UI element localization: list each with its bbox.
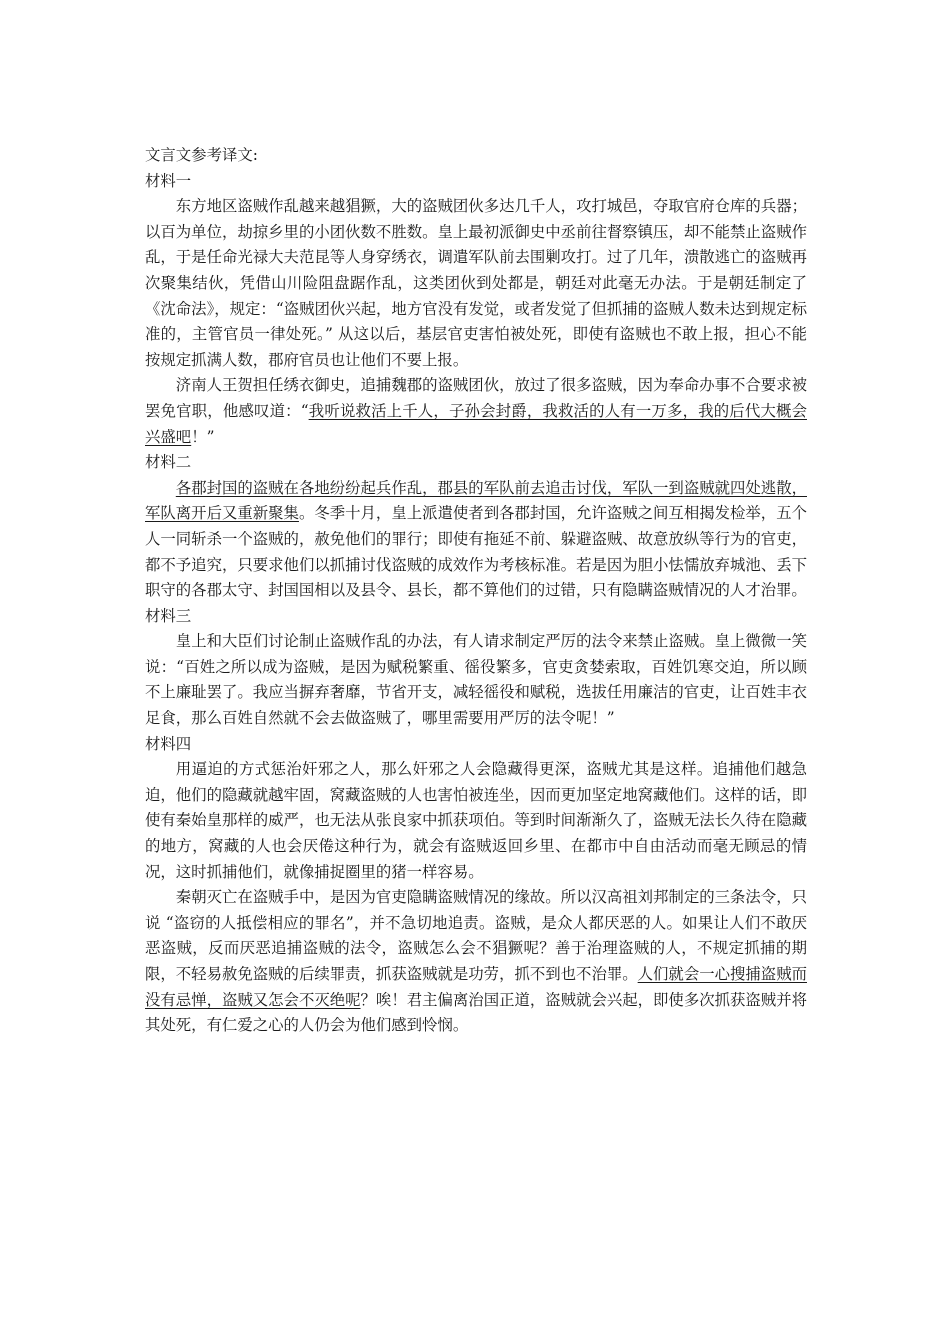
section-material-2 [145,450,807,604]
text-segment: 东方地区盗贼作乱越来越猖獗，大的盗贼团伙多达几千人，攻打城邑，夺取官府仓库的兵器；以百为单位，劫掠乡里的小团伙数不胜数。皇上最初派御史中丞前往督察镇压，却不能禁止盗贼作乱，于是任命光禄大夫范昆等人身穿绣衣，调遣军队前去围剿攻打。过了几年，溃散逃亡的盗贼再次聚集结伙，凭借山川险阻盘踞作乱，这类团伙到处都是，朝廷对此毫无办法。于是朝廷制定了《沈命法》，规定：“盗贼团伙兴起，地方官没有发觉，或者发觉了但抓捕的盗贼人数未达到规定标准的，主管官员一律处死。” 从这以后，基层官吏害怕被处死，即使有盗贼也不敢上报，担心不能按规定抓满人数，郡府官员也让他们不要上报。 [145,197,807,369]
text-segment: ？唉！君主偏离治国正道，盗贼就会兴起，即使多次抓获盗贼并将其处死，有仁爱之心的人仍会为他们感到怜悯。 [145,990,807,1035]
section-material-1 [145,169,807,451]
section-title: 材料一 [145,171,192,190]
document-page [145,143,807,1039]
text-segment: 皇上和大臣们讨论制止盗贼作乱的办法，有人请求制定严厉的法令来禁止盗贼。皇上微微一笑说：“百姓之所以成为盗贼，是因为赋税繁重、徭役繁多，官吏贪婪索取，百姓饥寒交迫，所以顾不上廉耻罢了。我应当摒弃奢靡，节省开支，减轻徭役和赋税，选拔任用廉洁的官吏，让百姓丰衣足食，那么百姓自然就不会去做盗贼了，哪里需要用严厉的法令呢！” [145,632,807,728]
section-title: 材料三 [145,606,192,625]
paragraph [145,476,807,604]
section-material-4 [145,732,807,1039]
underlined-sentence: 各郡封国的盗贼在各地纷纷起兵作乱，郡县的军队前去追击讨伐，军队一到盗贼就四处逃散，军队离开后又重新聚集 [145,478,807,523]
paragraph [145,194,807,373]
paragraph [145,629,807,731]
text-segment: 秦朝灭亡在盗贼手中，是因为官吏隐瞒盗贼情况的缘故。所以汉高祖刘邦制定的三条法令，只说 “盗窃的人抵偿相应的罪名”，并不急切地追责。盗贼，是众人都厌恶的人。如果让人们不敢厌恶盗贼，反而厌恶追捕盗贼的法令，盗贼怎么会不猖獗呢？善于治理盗贼的人，不规定抓捕的期限，不轻易赦免盗贼的后续罪责，抓获盗贼就是功劳，抓不到也不治罪。 [145,888,807,983]
text-segment: ！” [191,427,215,446]
underlined-sentence: 人们就会一心搜捕盗贼而没有忌惮，盗贼又怎会不灭绝呢 [145,965,807,1009]
section-title: 材料二 [145,453,192,472]
document-heading: 文言文参考译文: [145,146,258,164]
paragraph [145,885,807,1039]
section-title: 材料四 [145,734,192,753]
text-segment: 济南人王贺担任绣衣御史，追捕魏郡的盗贼团伙，放过了很多盗贼，因为奉命办事不合要求被罢免官职，他感叹道：“ [145,376,807,420]
section-material-3 [145,604,807,732]
underlined-sentence: 我听说救活上千人，子孙会封爵，我救活的人有一万多，我的后代大概会兴盛吧 [145,401,807,446]
text-segment: 。冬季十月，皇上派遣使者到各郡封国，允许盗贼之间互相揭发检举，五个人一同斩杀一个盗贼的，赦免他们的罪行；即使有拖延不前、躲避盗贼、故意放纵等行为的官吏，都不予追究，只要求他们以抓捕讨伐盗贼的成效作为考核标准。若是因为胆小怯懦放弃城池、丢下职守的各郡太守、封国国相以及县令、县长，都不算他们的过错，只有隐瞒盗贼情况的人才治罪。 [145,504,807,600]
paragraph [145,373,807,450]
text-segment: 用逼迫的方式惩治奸邪之人，那么奸邪之人会隐藏得更深，盗贼尤其是这样。追捕他们越急迫，他们的隐藏就越牢固，窝藏盗贼的人也害怕被连坐，因而更加坚定地窝藏他们。这样的话，即使有秦始皇那样的威严，也无法从张良家中抓获项伯。等到时间渐渐久了，盗贼无法长久待在隐藏的地方，窝藏的人也会厌倦这种行为，就会有盗贼返回乡里、在都市中自由活动而毫无顾忌的情况，这时抓捕他们，就像捕捉圈里的猪一样容易。 [145,760,807,881]
paragraph [145,757,807,885]
